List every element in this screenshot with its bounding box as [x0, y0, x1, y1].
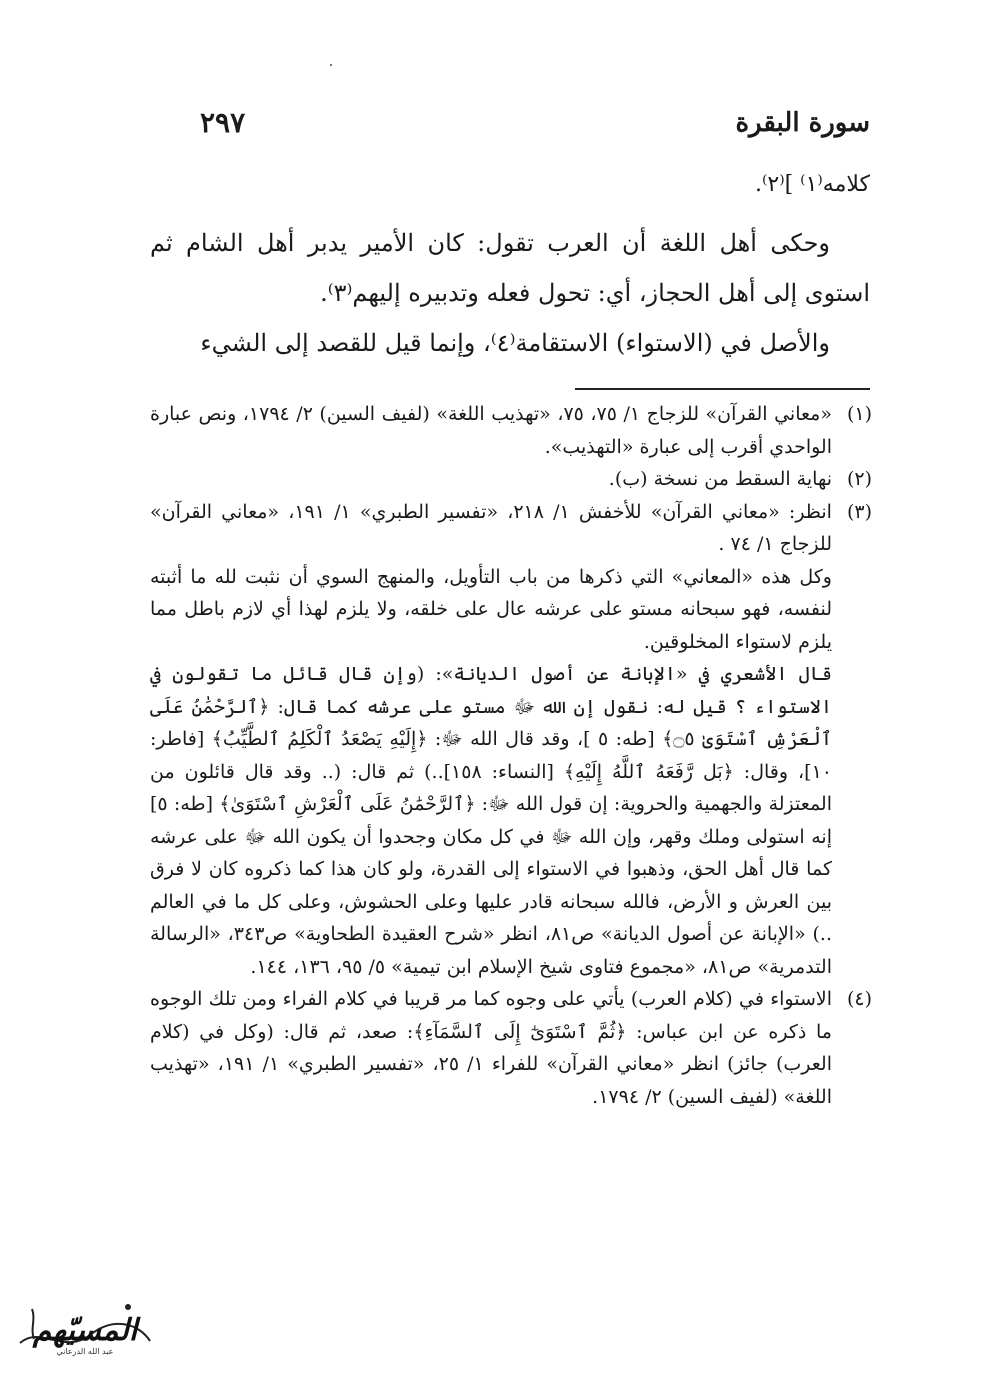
stamp-caption: عبد الله الدرعاني [56, 1347, 114, 1356]
footnote-number: (٣) [846, 500, 872, 523]
footnote-text: انظر: «معاني القرآن» للأخفش ١/ ٢١٨، «تفسير الطبري» ١/ ١٩١، «معاني القرآن» للزجاج ١/ ٧٤ . [150, 500, 832, 555]
footnote-4 [150, 983, 872, 1113]
footnote-3-continuation-1: وكل هذه «المعاني» التي ذكرها من باب التأويل، والمنهج السوي أن نثبت لله ما أثبته لنفسه، فهو سبحانه مستو على عرشه عال على خلقه، ولا يلزم لهذا أي لازم باطل مما يلزم لاستواء المخلوقين. [150, 565, 832, 653]
footnote-1 [150, 398, 872, 463]
footnote-3 [150, 496, 872, 561]
ink-dot [330, 64, 332, 66]
footnotes [150, 398, 872, 1113]
footnote-number: (٢) [846, 468, 872, 490]
library-stamp [10, 1295, 160, 1365]
footnote-2 [150, 463, 872, 496]
page-header [200, 106, 870, 146]
footnote-separator [575, 388, 870, 390]
main-text [150, 160, 870, 368]
footnote-text: «معاني القرآن» للزجاج ١/ ٧٥، ٧٥، «تهذيب اللغة» (لفيف السين) ٢/ ١٧٩٤، ونص عبارة الواحدي أقرب إلى عبارة «التهذيب». [150, 403, 832, 458]
paragraph-1: وحكى أهل اللغة أن العرب تقول: كان الأمير يدبر أهل الشام ثم استوى إلى أهل الحجاز، أي: تحول فعله وتدبيره إليهم⁽٣⁾. [150, 229, 870, 307]
footnote-number: (٤) [846, 988, 872, 1010]
lead-fragment: كلامه⁽١⁾ ]⁽٢⁾. [754, 172, 870, 197]
page-number: ٢٩٧ [200, 106, 246, 139]
paragraph-2: والأصل في (الاستواء) الاستقامة⁽٤⁾، وإنما قيل للقصد إلى الشيء [200, 329, 830, 357]
stamp-title: المسيّهم [32, 1313, 138, 1348]
footnote-3-continuation-2: قال الأشعري في «الإبانة عن أصول الديانة»: (وإن قال قائل ما تقولون في الاستواء ؟ قيل له: نقول إن الله ﷻ مستو على عرشه كما قال: ﴿ٱلرَّحْمَٰنُ عَلَى ٱلْعَرْشِ ٱسْتَوَىٰ ۝٥﴾ [طه: ٥ ]، وقد قال الله ﷻ: ﴿إِلَيْهِ يَصْعَدُ ٱلْكَلِمُ ٱلطَّيِّبُ﴾ [فاطر: ١٠]، وقال: ﴿بَل رَّفَعَهُ ٱللَّهُ إِلَيْهِ﴾ [النساء: ١٥٨]..) ثم قال: (.. وقد قال قائلون من المعتزلة والجهمية والحروية: إن قول الله ﷻ: ﴿ٱلرَّحْمَٰنُ عَلَى ٱلْعَرْشِ ٱسْتَوَىٰ﴾ [طه: ٥] إنه استولى وملك وقهر، وإن الله ﷻ في كل مكان وجحدوا أن يكون الله ﷻ على عرشه كما قال أهل الحق، وذهبوا في الاستواء إلى القدرة، ولو كان هذا كما ذكروه كان لا فرق بين العرش و الأرض، فالله سبحانه قادر عليها وعلى الحشوش، وعلى كل ما في العالم ..) «الإبانة عن أصول الديانة» ص٨١، انظر «شرح العقيدة الطحاوية» ص٣٤٣، «الرسالة التدمرية» ص٨١، «مجموع فتاوى شيخ الإسلام ابن تيمية» ٥/ ٩٥، ١٣٦، ١٤٤. [150, 663, 832, 978]
footnote-text: الاستواء في (كلام العرب) يأتي على وجوه كما مر قريبا في كلام الفراء ومن تلك الوجوه ما ذكره عن ابن عباس: ﴿ثُمَّ ٱسْتَوَىٰٓ إِلَى ٱلسَّمَآءِ﴾: صعد، ثم قال: (وكل في (كلام العرب) جائز) انظر «معاني القرآن» للفراء ١/ ٢٥، «تفسير الطبري» ١/ ١٩١، «تهذيب اللغة» (لفيف السين) ٢/ ١٧٩٤. [150, 988, 832, 1108]
surah-title: سورة البقرة [735, 108, 870, 138]
footnote-number: (١) [846, 403, 872, 425]
footnote-text: نهاية السقط من نسخة (ب). [608, 468, 832, 490]
